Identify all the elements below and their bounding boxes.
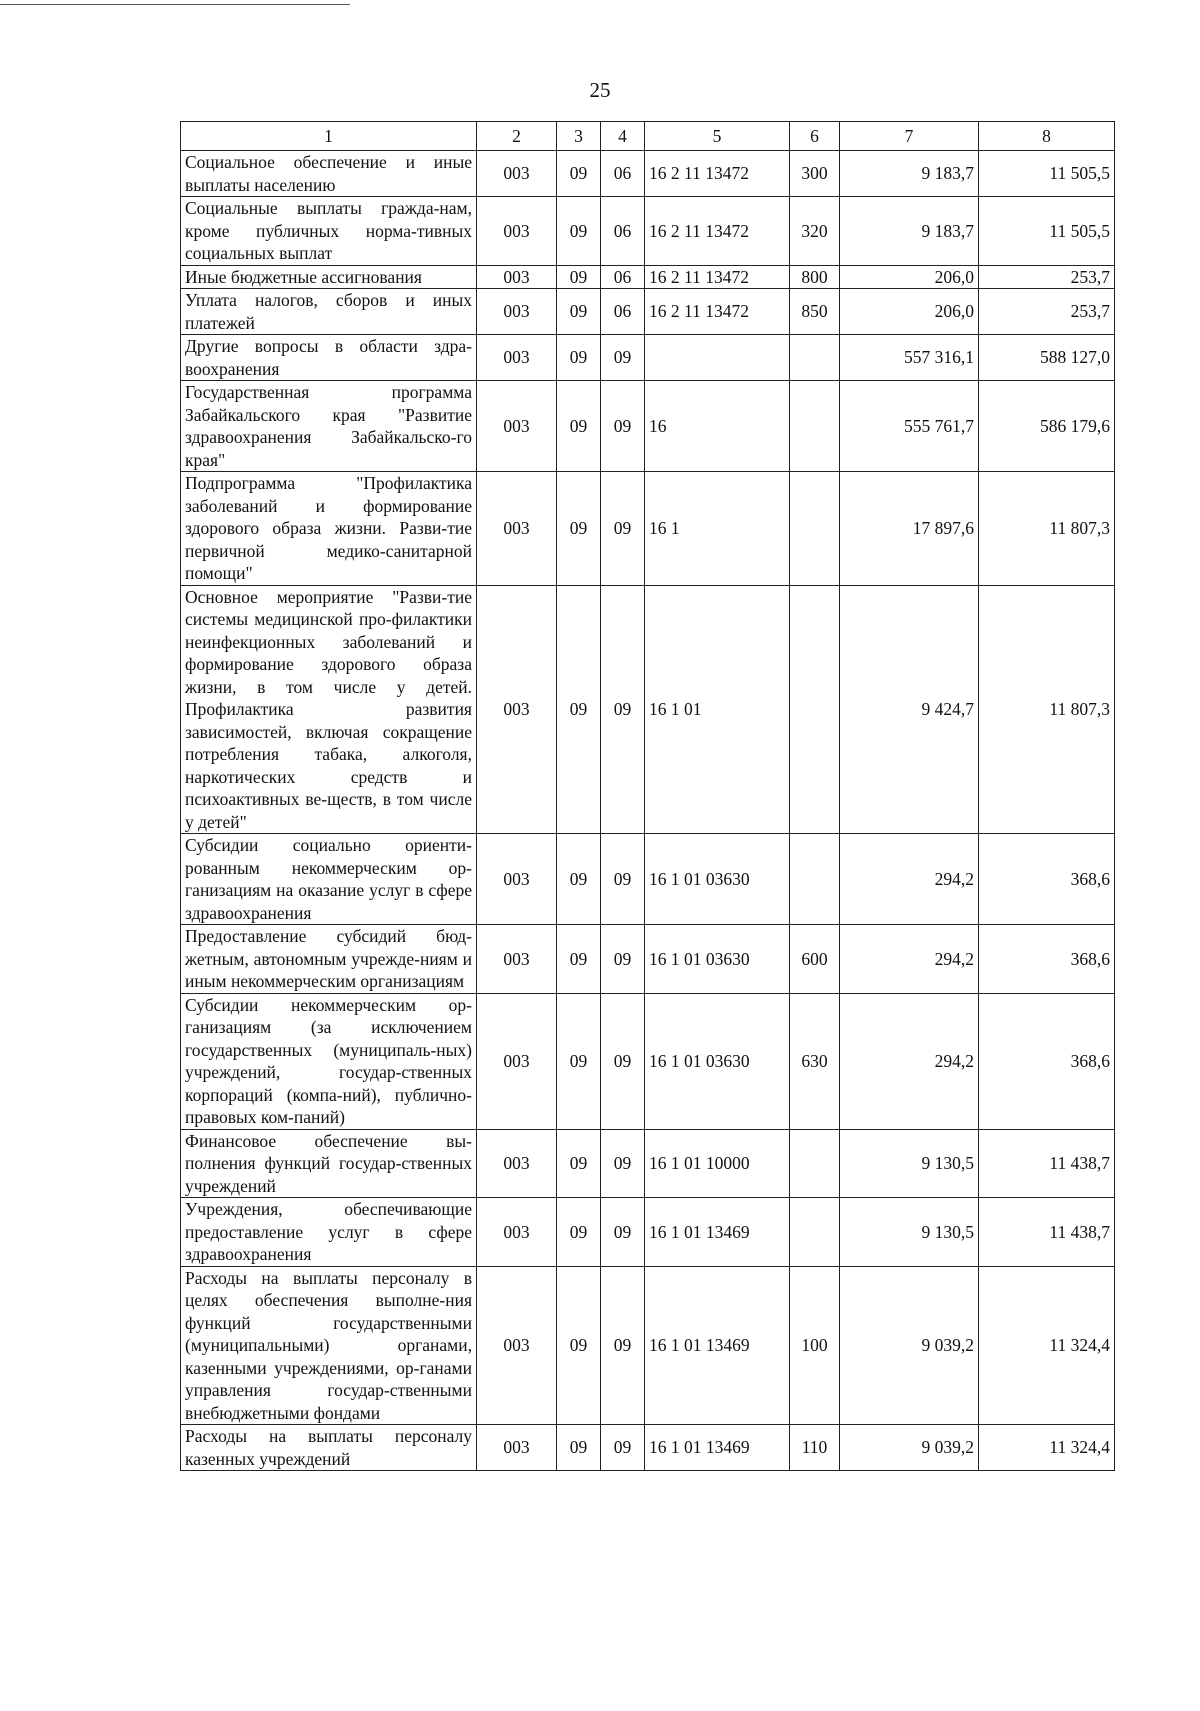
- cell-subsection: 09: [601, 834, 645, 925]
- cell-target-article: 16 1 01 13469: [645, 1198, 790, 1267]
- cell-ministry: 003: [477, 834, 557, 925]
- table-row: [181, 1425, 1115, 1471]
- cell-amount-2: 588 127,0: [979, 335, 1115, 381]
- table-row: [181, 925, 1115, 994]
- cell-subsection: 06: [601, 289, 645, 335]
- cell-target-article: 16: [645, 381, 790, 472]
- cell-amount-2: 253,7: [979, 265, 1115, 289]
- row-name: Иные бюджетные ассигнования: [181, 265, 477, 289]
- cell-ministry: 003: [477, 265, 557, 289]
- cell-section: 09: [557, 1266, 601, 1425]
- row-name: Учреждения, обеспечивающие предоставление услуг в сфере здравоохранения: [181, 1198, 477, 1267]
- cell-expense-type: 100: [790, 1266, 840, 1425]
- cell-section: 09: [557, 151, 601, 197]
- header-cell-5: 5: [645, 122, 790, 151]
- cell-ministry: 003: [477, 289, 557, 335]
- cell-expense-type: [790, 381, 840, 472]
- header-cell-2: 2: [477, 122, 557, 151]
- cell-target-article: 16 1 01: [645, 585, 790, 834]
- cell-subsection: 09: [601, 585, 645, 834]
- cell-section: 09: [557, 1129, 601, 1198]
- cell-section: 09: [557, 1425, 601, 1471]
- cell-amount-1: 9 130,5: [840, 1129, 979, 1198]
- cell-expense-type: 110: [790, 1425, 840, 1471]
- cell-ministry: 003: [477, 151, 557, 197]
- row-name: Субсидии социально ориенти-рованным некоммерческим ор-ганизациям на оказание услуг в сфере здравоохранения: [181, 834, 477, 925]
- cell-target-article: 16 2 11 13472: [645, 289, 790, 335]
- cell-amount-1: 9 039,2: [840, 1425, 979, 1471]
- row-name: Другие вопросы в области здра-воохранения: [181, 335, 477, 381]
- cell-ministry: 003: [477, 472, 557, 586]
- cell-expense-type: 630: [790, 993, 840, 1129]
- table-row: [181, 585, 1115, 834]
- cell-target-article: [645, 335, 790, 381]
- cell-amount-1: 17 897,6: [840, 472, 979, 586]
- cell-ministry: 003: [477, 381, 557, 472]
- table-row: [181, 472, 1115, 586]
- table-row: [181, 993, 1115, 1129]
- cell-amount-2: 11 807,3: [979, 472, 1115, 586]
- cell-target-article: 16 2 11 13472: [645, 197, 790, 266]
- cell-section: 09: [557, 197, 601, 266]
- table-row: [181, 381, 1115, 472]
- budget-table: [180, 121, 1115, 1471]
- cell-subsection: 09: [601, 1425, 645, 1471]
- row-name: Предоставление субсидий бюд-жетным, автономным учрежде-ниям и иным некоммерческим организациям: [181, 925, 477, 994]
- cell-subsection: 09: [601, 472, 645, 586]
- cell-target-article: 16 1 01 03630: [645, 925, 790, 994]
- cell-subsection: 09: [601, 1266, 645, 1425]
- cell-amount-2: 368,6: [979, 834, 1115, 925]
- cell-amount-1: 555 761,7: [840, 381, 979, 472]
- cell-amount-1: 206,0: [840, 289, 979, 335]
- cell-ministry: 003: [477, 925, 557, 994]
- cell-section: 09: [557, 993, 601, 1129]
- cell-ministry: 003: [477, 993, 557, 1129]
- table-row: [181, 197, 1115, 266]
- row-name: Социальное обеспечение и иные выплаты населению: [181, 151, 477, 197]
- cell-expense-type: [790, 585, 840, 834]
- cell-subsection: 09: [601, 1198, 645, 1267]
- cell-section: 09: [557, 1198, 601, 1267]
- cell-amount-1: 9 424,7: [840, 585, 979, 834]
- table-row: [181, 1198, 1115, 1267]
- table-row: [181, 834, 1115, 925]
- cell-expense-type: [790, 472, 840, 586]
- cell-amount-1: 294,2: [840, 925, 979, 994]
- cell-ministry: 003: [477, 335, 557, 381]
- cell-section: 09: [557, 585, 601, 834]
- header-cell-1: 1: [181, 122, 477, 151]
- cell-amount-2: 11 505,5: [979, 197, 1115, 266]
- cell-amount-1: 9 183,7: [840, 151, 979, 197]
- row-name: Подпрограмма "Профилактика заболеваний и формирование здорового образа жизни. Разви-тие первичной медико-санитарной помощи": [181, 472, 477, 586]
- cell-amount-2: 11 807,3: [979, 585, 1115, 834]
- row-name: Основное мероприятие "Разви-тие системы медицинской про-филактики неинфекционных заболеваний и формирование здорового образа жизни, в том числе у детей. Профилактика развития зависимостей, включая сокращение потребления табака, алкоголя, наркотических средств и психоактивных ве-ществ, в том числе у детей": [181, 585, 477, 834]
- cell-ministry: 003: [477, 1198, 557, 1267]
- cell-target-article: 16 1 01 10000: [645, 1129, 790, 1198]
- cell-ministry: 003: [477, 197, 557, 266]
- cell-amount-1: 294,2: [840, 993, 979, 1129]
- cell-expense-type: 800: [790, 265, 840, 289]
- cell-amount-2: 11 324,4: [979, 1266, 1115, 1425]
- cell-amount-1: 206,0: [840, 265, 979, 289]
- table-row: [181, 1266, 1115, 1425]
- cell-ministry: 003: [477, 1266, 557, 1425]
- cell-section: 09: [557, 834, 601, 925]
- row-name: Расходы на выплаты персоналу в целях обеспечения выполне-ния функций государственными (муниципальными) органами, казенными учреждениями, ор-ганами управления государ-ственными внебюджетными фондами: [181, 1266, 477, 1425]
- cell-amount-1: 557 316,1: [840, 335, 979, 381]
- cell-expense-type: 850: [790, 289, 840, 335]
- cell-amount-1: 9 183,7: [840, 197, 979, 266]
- scan-edge-line: [0, 4, 350, 5]
- cell-ministry: 003: [477, 1425, 557, 1471]
- table-row: [181, 289, 1115, 335]
- row-name: Субсидии некоммерческим ор-ганизациям (за исключением государственных (муниципаль-ных) учреждений, государ-ственных корпораций (компа-ний), публично-правовых ком-паний): [181, 993, 477, 1129]
- cell-expense-type: 320: [790, 197, 840, 266]
- cell-expense-type: 600: [790, 925, 840, 994]
- cell-expense-type: [790, 1129, 840, 1198]
- header-cell-7: 7: [840, 122, 979, 151]
- cell-section: 09: [557, 472, 601, 586]
- row-name: Уплата налогов, сборов и иных платежей: [181, 289, 477, 335]
- cell-subsection: 09: [601, 993, 645, 1129]
- page-number: 25: [589, 78, 611, 102]
- cell-section: 09: [557, 265, 601, 289]
- cell-target-article: 16 1: [645, 472, 790, 586]
- cell-amount-2: 11 505,5: [979, 151, 1115, 197]
- cell-section: 09: [557, 289, 601, 335]
- cell-subsection: 09: [601, 925, 645, 994]
- row-name: Расходы на выплаты персоналу казенных учреждений: [181, 1425, 477, 1471]
- header-cell-8: 8: [979, 122, 1115, 151]
- table-row: [181, 265, 1115, 289]
- cell-expense-type: [790, 1198, 840, 1267]
- cell-amount-1: 294,2: [840, 834, 979, 925]
- cell-amount-2: 586 179,6: [979, 381, 1115, 472]
- cell-subsection: 09: [601, 381, 645, 472]
- cell-target-article: 16 2 11 13472: [645, 265, 790, 289]
- cell-amount-2: 11 438,7: [979, 1198, 1115, 1267]
- cell-target-article: 16 2 11 13472: [645, 151, 790, 197]
- header-cell-4: 4: [601, 122, 645, 151]
- cell-target-article: 16 1 01 03630: [645, 993, 790, 1129]
- header-cell-6: 6: [790, 122, 840, 151]
- cell-ministry: 003: [477, 585, 557, 834]
- cell-amount-2: 11 438,7: [979, 1129, 1115, 1198]
- row-name: Социальные выплаты гражда-нам, кроме публичных норма-тивных социальных выплат: [181, 197, 477, 266]
- cell-amount-2: 11 324,4: [979, 1425, 1115, 1471]
- cell-section: 09: [557, 381, 601, 472]
- cell-subsection: 09: [601, 1129, 645, 1198]
- table-row: [181, 151, 1115, 197]
- header-row: [181, 122, 1115, 151]
- cell-subsection: 06: [601, 265, 645, 289]
- cell-amount-1: 9 130,5: [840, 1198, 979, 1267]
- row-name: Государственная программа Забайкальского края "Развитие здравоохранения Забайкальско-го края": [181, 381, 477, 472]
- cell-amount-2: 368,6: [979, 925, 1115, 994]
- cell-expense-type: [790, 335, 840, 381]
- cell-target-article: 16 1 01 03630: [645, 834, 790, 925]
- cell-subsection: 09: [601, 335, 645, 381]
- cell-ministry: 003: [477, 1129, 557, 1198]
- cell-amount-1: 9 039,2: [840, 1266, 979, 1425]
- cell-section: 09: [557, 925, 601, 994]
- cell-subsection: 06: [601, 151, 645, 197]
- cell-target-article: 16 1 01 13469: [645, 1266, 790, 1425]
- cell-expense-type: 300: [790, 151, 840, 197]
- table-row: [181, 335, 1115, 381]
- cell-expense-type: [790, 834, 840, 925]
- table-row: [181, 1129, 1115, 1198]
- header-cell-3: 3: [557, 122, 601, 151]
- row-name: Финансовое обеспечение вы-полнения функций государ-ственных учреждений: [181, 1129, 477, 1198]
- cell-amount-2: 368,6: [979, 993, 1115, 1129]
- cell-amount-2: 253,7: [979, 289, 1115, 335]
- cell-section: 09: [557, 335, 601, 381]
- cell-target-article: 16 1 01 13469: [645, 1425, 790, 1471]
- cell-subsection: 06: [601, 197, 645, 266]
